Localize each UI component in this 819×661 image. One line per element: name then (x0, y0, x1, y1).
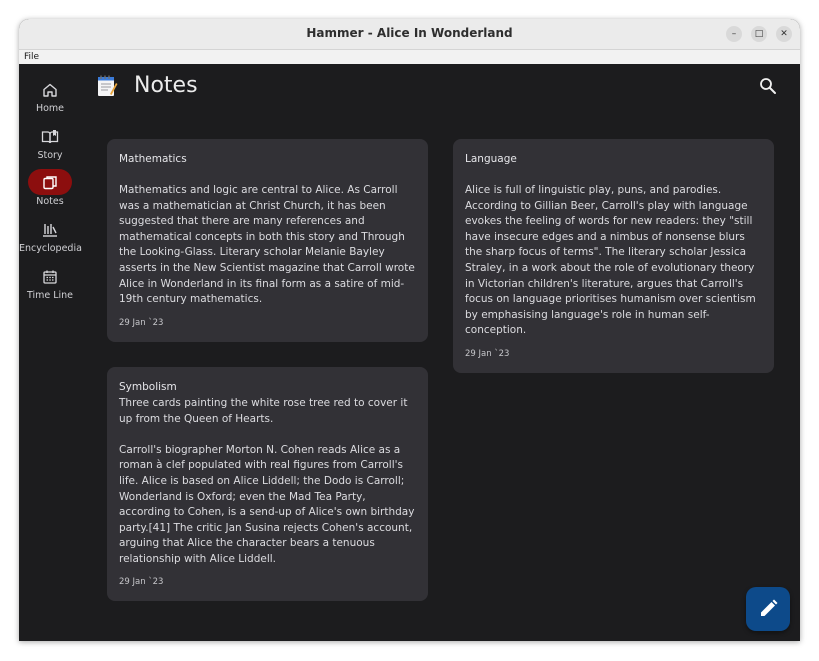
app-window (19, 19, 800, 641)
rail-item-timeline[interactable] (19, 263, 81, 301)
note-title: Language (465, 153, 517, 165)
page-title: Notes (134, 73, 198, 98)
note-date: 29 Jan `23 (119, 577, 164, 587)
notepad-icon (96, 74, 118, 98)
note-card-language[interactable] (453, 139, 774, 373)
rail-label-timeline: Time Line (26, 290, 74, 301)
rail-label-story: Story (37, 150, 63, 161)
rail-label-home: Home (35, 103, 65, 114)
library-icon (28, 216, 72, 242)
search-icon[interactable] (758, 76, 778, 96)
menu-file[interactable]: File (24, 52, 40, 62)
home-icon (28, 76, 72, 102)
rail-item-encyclopedia[interactable] (19, 216, 81, 254)
notes-icon (28, 169, 72, 195)
new-note-button[interactable] (746, 587, 790, 631)
app-content (19, 64, 800, 641)
maximize-button[interactable]: □ (751, 26, 767, 42)
note-date: 29 Jan `23 (465, 349, 510, 359)
note-card-symbolism[interactable] (107, 367, 428, 601)
note-title: Symbolism (119, 381, 177, 393)
note-body: Alice is full of linguistic play, puns, and parodies. According to Gillian Beer, Carroll's play with language evokes the feeling of words for new readers: they "still have insecure edges and a nimbus of nonsense blurs the sharp focus of terms". The literary scholar Jessica Straley, in a work about the role of evolutionary theory in Victorian children's literature, argues that Carroll's focus on language prioritises humanism over scientism by emphasising language's role in human self-conception. (465, 184, 756, 337)
note-date: 29 Jan `23 (119, 318, 164, 328)
title-bar[interactable] (19, 19, 800, 50)
rail-label-notes: Notes (36, 196, 64, 207)
rail-item-home[interactable] (19, 76, 81, 114)
book-icon (28, 123, 72, 149)
rail-label-encyclopedia: Encyclopedia (19, 243, 82, 254)
note-title: Mathematics (119, 153, 187, 165)
rail-item-notes[interactable] (19, 169, 81, 207)
note-card-mathematics[interactable] (107, 139, 428, 342)
calendar-icon (28, 263, 72, 289)
menu-bar (19, 50, 800, 64)
note-body: Three cards painting the white rose tree red to cover it up from the Queen of Hearts. Carroll's biographer Morton N. Cohen reads Alice as a roman à clef populated with real figures from Carroll's life. Alice is based on Alice Liddell; the Dodo is Carroll; Wonderland is Oxford; even the Mad Tea Party, according to Cohen, is a send-up of Alice's own birthday party.[41] The critic Jan Susina rejects Cohen's account, arguing that Alice the character bears a tenuous relationship with Alice Liddell. (119, 397, 415, 565)
pencil-icon (746, 587, 790, 631)
close-button[interactable]: ✕ (776, 26, 792, 42)
note-body: Mathematics and logic are central to Alice. As Carroll was a mathematician at Christ Church, it has been suggested that there are many references and mathematical concepts in both this story and Through the Looking-Glass. Literary scholar Melanie Bayley asserts in the New Scientist magazine that Carroll wrote Alice in Wonderland in its final form as a satire of mid-19th century mathematics. (119, 184, 415, 306)
minimize-button[interactable]: – (726, 26, 742, 42)
window-title: Hammer - Alice In Wonderland (306, 26, 513, 40)
rail-item-story[interactable] (19, 123, 81, 161)
